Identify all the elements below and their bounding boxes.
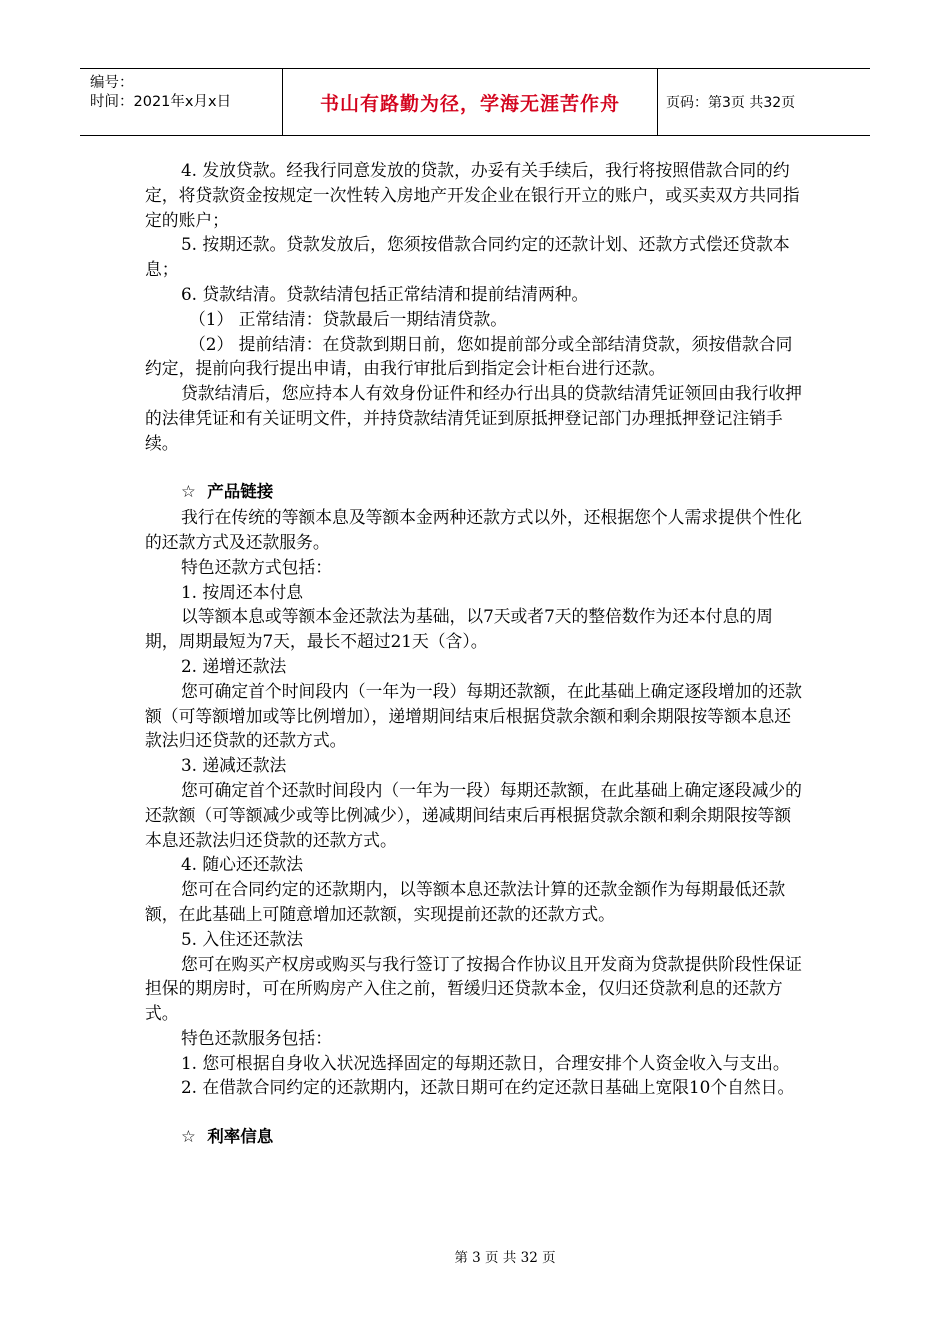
header-motto-cell [283,69,658,135]
list-item-weekly-repayment: 1. 按周还本付息 [181,581,304,602]
section-heading-rate-info: ☆ 利率信息 [181,1127,274,1147]
page-footer: 第 3 页 共 32 页 [454,1250,556,1266]
list-item-increasing-repayment: 2. 递增还款法 [181,655,287,676]
paragraph-early-settlement: （2） 提前结清：在贷款到期日前，您如提前部分或全部结清贷款，须按借款合同约定，提前向我行提出申请，由我行审批后到指定会计柜台进行还款。 [145,333,793,379]
paragraph-repay-on-schedule: 5. 按期还款。贷款发放后，您须按借款合同约定的还款计划、还款方式偿还贷款本息； [145,234,790,280]
list-item-flexible-repayment: 4. 随心还还款法 [181,854,304,875]
header-meta [80,69,283,135]
paragraph-special-methods-label: 特色还款方式包括： [181,556,333,577]
paragraph-intro: 我行在传统的等额本息及等额本金两种还款方式以外，还根据您个人需求提供个性化的还款方式及还款服务。 [145,507,802,552]
header-motto: 书山有路勤为径，学海无涯苦作舟 [319,92,620,115]
paragraph-loan-settlement: 6. 贷款结清。贷款结清包括正常结清和提前结清两种。 [181,283,589,304]
section-heading-product-link: ☆ 产品链接 [181,482,274,502]
section-spacer [145,456,805,481]
page-header [80,68,870,136]
document-number-label: 编号： [90,75,134,91]
list-item-grace-period: 2. 在借款合同约定的还款期内，还款日期可在约定还款日基础上宽限10个自然日。 [181,1077,795,1098]
paragraph-special-services-label: 特色还款服务包括： [181,1027,333,1048]
paragraph-flexible-repayment-desc: 您可在合同约定的还款期内，以等额本息还款法计算的还款金额作为每期最低还款额，在此基础上可随意增加还款额，实现提前还款的还款方式。 [145,879,786,924]
paragraph-after-settlement: 贷款结清后，您应持本人有效身份证件和经办行出具的贷款结清凭证领回由我行收押的法律凭证和有关证明文件，并持贷款结清凭证到原抵押登记部门办理抵押登记注销手续。 [145,383,802,453]
list-item-decreasing-repayment: 3. 递减还款法 [181,755,287,776]
paragraph-normal-settlement: （1） 正常结清：贷款最后一期结清贷款。 [189,308,508,329]
section-spacer [145,1100,805,1125]
list-item-fixed-repayment-day: 1. 您可根据自身收入状况选择固定的每期还款日，合理安排个人资金收入与支出。 [181,1052,790,1073]
list-item-movein-repayment: 5. 入住还还款法 [181,928,304,949]
document-date: 时间：2021年x月x日 [90,94,232,110]
header-page-cell [658,69,870,135]
paragraph-disburse-loan: 4. 发放贷款。经我行同意发放的贷款，办妥有关手续后，我行将按照借款合同的约定，将贷款资金按规定一次性转入房地产开发企业在银行开立的账户，或买卖双方共同指定的账户； [145,160,800,230]
paragraph-decreasing-repayment-desc: 您可确定首个还款时间段内（一年为一段）每期还款额，在此基础上确定逐段减少的还款额（可等额减少或等比例减少），递减期间结束后再根据贷款余额和剩余期限按等额本息还款法归还贷款的还款方式。 [145,779,802,850]
paragraph-movein-repayment-desc: 您可在购买产权房或购买与我行签订了按揭合作协议且开发商为贷款提供阶段性保证担保的期房时，可在所购房产入住之前，暂缓归还贷款本金，仅归还贷款利息的还款方式。 [145,953,802,1024]
paragraph-increasing-repayment-desc: 您可确定首个时间段内（一年为一段）每期还款额，在此基础上确定逐段增加的还款额（可等额增加或等比例增加），递增期间结束后根据贷款余额和剩余期限按等额本息还款法归还贷款的还款方式。 [145,680,802,751]
paragraph-weekly-repayment-desc: 以等额本息或等额本金还款法为基础，以7天或者7天的整倍数作为还本付息的周期，周期最短为7天，最长不超过21天（含）。 [145,606,773,652]
header-page-info: 页码：第3页 共32页 [666,95,796,111]
document-body [145,158,805,1150]
